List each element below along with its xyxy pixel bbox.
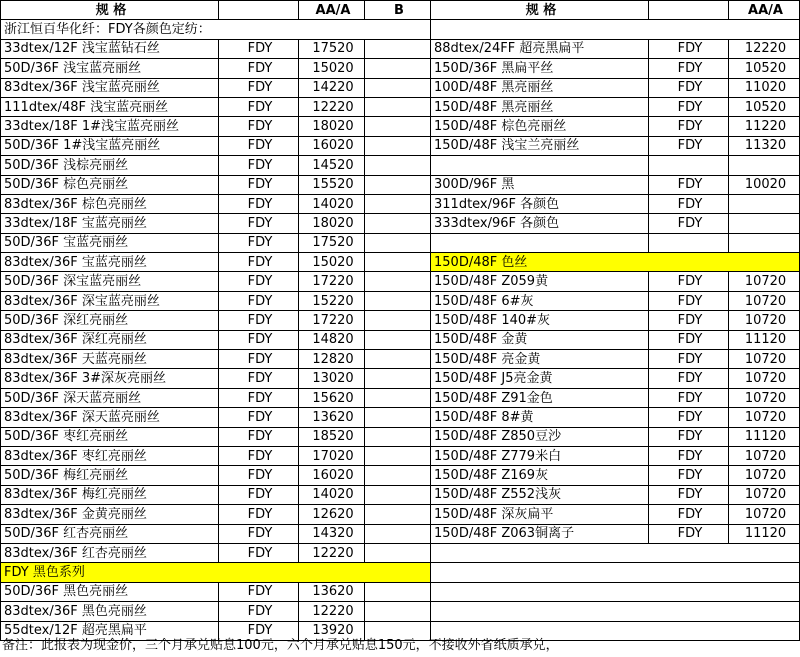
header-aa-2: AA/A (729, 1, 800, 20)
type-cell: FDY (649, 369, 729, 388)
table-row (1, 543, 800, 562)
blank-cell (431, 20, 800, 39)
type-cell: FDY (219, 543, 299, 562)
price-cell: 11120 (729, 524, 800, 543)
type-cell: FDY (219, 59, 299, 78)
price-cell: 14220 (299, 78, 365, 97)
type-cell: FDY (219, 505, 299, 524)
table-row (1, 194, 800, 213)
type-cell: FDY (219, 350, 299, 369)
price-cell: 18020 (299, 117, 365, 136)
header-blank-2 (649, 1, 729, 20)
type-cell: FDY (219, 582, 299, 601)
price-cell: 12220 (299, 543, 365, 562)
type-cell: FDY (219, 253, 299, 272)
price-cell: 13020 (299, 369, 365, 388)
b-cell (365, 233, 431, 252)
type-cell: FDY (219, 291, 299, 310)
type-cell: FDY (649, 117, 729, 136)
b-cell (365, 97, 431, 116)
price-cell (729, 156, 800, 175)
spec-cell: 150D/48F 棕色亮丽丝 (431, 117, 649, 136)
price-cell: 10720 (729, 446, 800, 465)
price-cell: 17520 (299, 233, 365, 252)
price-cell: 10720 (729, 350, 800, 369)
spec-cell: 150D/48F 浅宝兰亮丽丝 (431, 136, 649, 155)
type-cell: FDY (649, 78, 729, 97)
spec-cell: 83dtex/36F 深红亮丽丝 (1, 330, 219, 349)
price-cell: 11120 (729, 330, 800, 349)
price-cell: 16020 (299, 136, 365, 155)
b-cell (365, 78, 431, 97)
price-cell: 18520 (299, 427, 365, 446)
right-color-title: 150D/48F 色丝 (431, 253, 800, 272)
table-row (1, 330, 800, 349)
spec-cell: 33dtex/18F 宝蓝亮丽丝 (1, 214, 219, 233)
b-cell (365, 466, 431, 485)
table-row (1, 369, 800, 388)
price-cell: 12620 (299, 505, 365, 524)
table-row (1, 272, 800, 291)
spec-cell: 50D/36F 梅红亮丽丝 (1, 466, 219, 485)
b-cell (365, 602, 431, 621)
type-cell: FDY (649, 175, 729, 194)
spec-cell: 83dtex/36F 黑色亮丽丝 (1, 602, 219, 621)
type-cell (649, 156, 729, 175)
type-cell (649, 233, 729, 252)
type-cell: FDY (219, 621, 299, 640)
spec-cell: 50D/36F 深红亮丽丝 (1, 311, 219, 330)
spec-cell: 150D/48F Z779米白 (431, 446, 649, 465)
header-b: B (365, 1, 431, 20)
table-row (1, 39, 800, 58)
type-cell: FDY (649, 272, 729, 291)
spec-cell: 50D/36F 黑色亮丽丝 (1, 582, 219, 601)
price-cell: 11020 (729, 78, 800, 97)
b-cell (365, 253, 431, 272)
price-cell: 10720 (729, 311, 800, 330)
price-cell: 11220 (729, 117, 800, 136)
blank-cell (431, 563, 800, 582)
b-cell (365, 136, 431, 155)
price-cell: 11120 (729, 427, 800, 446)
price-cell: 12820 (299, 350, 365, 369)
blank-cell (431, 582, 800, 601)
spec-cell: 83dtex/36F 天蓝亮丽丝 (1, 350, 219, 369)
price-cell: 15620 (299, 388, 365, 407)
type-cell: FDY (649, 291, 729, 310)
type-cell: FDY (219, 175, 299, 194)
spec-cell: 311dtex/96F 各颜色 (431, 194, 649, 213)
b-cell (365, 388, 431, 407)
type-cell: FDY (219, 272, 299, 291)
type-cell: FDY (219, 330, 299, 349)
spec-cell: 83dtex/36F 红杏亮丽丝 (1, 543, 219, 562)
price-cell: 11320 (729, 136, 800, 155)
spec-cell: 83dtex/36F 3#深灰亮丽丝 (1, 369, 219, 388)
spec-cell: 83dtex/36F 浅宝蓝亮丽丝 (1, 78, 219, 97)
spec-cell: 150D/48F Z059黄 (431, 272, 649, 291)
price-cell: 15020 (299, 253, 365, 272)
table-row (1, 20, 800, 39)
b-cell (365, 369, 431, 388)
b-cell (365, 117, 431, 136)
type-cell: FDY (219, 524, 299, 543)
type-cell: FDY (649, 408, 729, 427)
spec-cell: 300D/96F 黑 (431, 175, 649, 194)
price-cell: 10720 (729, 466, 800, 485)
spec-cell: 111dtex/48F 浅宝蓝亮丽丝 (1, 97, 219, 116)
spec-cell: 333dtex/96F 各颜色 (431, 214, 649, 233)
b-cell (365, 175, 431, 194)
price-cell: 16020 (299, 466, 365, 485)
price-cell: 14820 (299, 330, 365, 349)
type-cell: FDY (649, 39, 729, 58)
spec-cell: 150D/48F Z169灰 (431, 466, 649, 485)
table-row (1, 350, 800, 369)
table-row (1, 214, 800, 233)
type-cell: FDY (219, 388, 299, 407)
price-cell: 10020 (729, 175, 800, 194)
table-row (1, 388, 800, 407)
type-cell: FDY (649, 388, 729, 407)
spec-cell: 50D/36F 浅宝蓝亮丽丝 (1, 59, 219, 78)
spec-cell: 150D/48F J5亮金黄 (431, 369, 649, 388)
table-row (1, 466, 800, 485)
type-cell: FDY (649, 466, 729, 485)
type-cell: FDY (649, 311, 729, 330)
type-cell: FDY (649, 427, 729, 446)
spec-cell: 50D/36F 1#浅宝蓝亮丽丝 (1, 136, 219, 155)
price-cell: 12220 (729, 39, 800, 58)
price-cell: 10720 (729, 272, 800, 291)
price-cell: 12220 (299, 97, 365, 116)
spec-cell: 150D/48F Z850豆沙 (431, 427, 649, 446)
header-row (1, 1, 800, 20)
blank-cell (431, 602, 800, 621)
type-cell: FDY (219, 156, 299, 175)
type-cell: FDY (219, 194, 299, 213)
price-cell: 18020 (299, 214, 365, 233)
spec-cell: 50D/36F 深宝蓝亮丽丝 (1, 272, 219, 291)
table-row (1, 505, 800, 524)
left-section-title: 浙江恒百华化纤：FDY各颜色定纺： (1, 20, 431, 39)
type-cell: FDY (649, 350, 729, 369)
spec-cell: 33dtex/12F 浅宝蓝钻石丝 (1, 39, 219, 58)
table-row (1, 311, 800, 330)
b-cell (365, 350, 431, 369)
table-row (1, 291, 800, 310)
table-row (1, 524, 800, 543)
spec-cell: 150D/36F 黑扁平丝 (431, 59, 649, 78)
spec-cell: 83dtex/36F 宝蓝亮丽丝 (1, 253, 219, 272)
b-cell (365, 582, 431, 601)
price-cell: 14320 (299, 524, 365, 543)
type-cell: FDY (219, 408, 299, 427)
table-row (1, 78, 800, 97)
price-cell (729, 214, 800, 233)
type-cell: FDY (649, 59, 729, 78)
spec-cell: 150D/48F 金黄 (431, 330, 649, 349)
spec-cell: 150D/48F 8#黄 (431, 408, 649, 427)
spec-cell: 88dtex/24FF 超亮黑扁平 (431, 39, 649, 58)
b-cell (365, 156, 431, 175)
table-row (1, 59, 800, 78)
price-cell: 10520 (729, 97, 800, 116)
spec-cell: 83dtex/36F 深宝蓝亮丽丝 (1, 291, 219, 310)
table-row (1, 582, 800, 601)
b-cell (365, 485, 431, 504)
header-spec-2: 规 格 (431, 1, 649, 20)
header-blank (219, 1, 299, 20)
price-cell: 10720 (729, 291, 800, 310)
type-cell: FDY (649, 505, 729, 524)
type-cell: FDY (649, 214, 729, 233)
type-cell: FDY (219, 602, 299, 621)
price-cell (729, 194, 800, 213)
price-cell: 14020 (299, 194, 365, 213)
b-cell (365, 194, 431, 213)
price-cell: 17020 (299, 446, 365, 465)
spec-cell (431, 233, 649, 252)
spec-cell: 150D/48F Z91金色 (431, 388, 649, 407)
price-cell: 15020 (299, 59, 365, 78)
table-row (1, 446, 800, 465)
type-cell: FDY (649, 330, 729, 349)
blank-cell (431, 543, 800, 562)
spec-cell: 83dtex/36F 棕色亮丽丝 (1, 194, 219, 213)
spec-cell: 50D/36F 红杏亮丽丝 (1, 524, 219, 543)
price-cell (729, 233, 800, 252)
price-cell: 17520 (299, 39, 365, 58)
spec-cell (431, 156, 649, 175)
spec-cell: 150D/48F 140#灰 (431, 311, 649, 330)
price-cell: 14520 (299, 156, 365, 175)
b-cell (365, 446, 431, 465)
table-row (1, 563, 800, 582)
type-cell: FDY (219, 369, 299, 388)
spec-cell: 150D/48F 深灰扁平 (431, 505, 649, 524)
spec-cell: 50D/36F 枣红亮丽丝 (1, 427, 219, 446)
price-cell: 13920 (299, 621, 365, 640)
spec-cell: 150D/48F 亮金黄 (431, 350, 649, 369)
footer-note: 备注：此报表为现金价，三个月承兑贴息100元，六个月承兑贴息150元，不接收外省纸质承兑， (2, 638, 559, 653)
b-cell (365, 39, 431, 58)
spec-cell: 150D/48F Z063铜离子 (431, 524, 649, 543)
type-cell: FDY (219, 117, 299, 136)
table-row (1, 602, 800, 621)
b-cell (365, 291, 431, 310)
price-cell: 13620 (299, 408, 365, 427)
spec-cell: 100D/48F 黑亮丽丝 (431, 78, 649, 97)
type-cell: FDY (649, 485, 729, 504)
spec-cell: 150D/48F 6#灰 (431, 291, 649, 310)
price-cell: 10720 (729, 388, 800, 407)
b-cell (365, 505, 431, 524)
price-cell: 10720 (729, 485, 800, 504)
type-cell: FDY (219, 485, 299, 504)
price-cell: 12220 (299, 602, 365, 621)
spec-cell: 83dtex/36F 梅红亮丽丝 (1, 485, 219, 504)
spec-cell: 55dtex/12F 超亮黑扁平 (1, 621, 219, 640)
price-cell: 15520 (299, 175, 365, 194)
b-cell (365, 59, 431, 78)
type-cell: FDY (219, 97, 299, 116)
b-cell (365, 214, 431, 233)
price-cell: 10520 (729, 59, 800, 78)
b-cell (365, 427, 431, 446)
type-cell: FDY (649, 446, 729, 465)
spec-cell: 83dtex/36F 金黄亮丽丝 (1, 505, 219, 524)
price-cell: 14020 (299, 485, 365, 504)
type-cell: FDY (649, 97, 729, 116)
table-row (1, 233, 800, 252)
price-cell: 17220 (299, 311, 365, 330)
type-cell: FDY (219, 233, 299, 252)
type-cell: FDY (219, 427, 299, 446)
type-cell: FDY (219, 136, 299, 155)
spec-cell: 50D/36F 浅棕亮丽丝 (1, 156, 219, 175)
left-black-title: FDY 黑色系列 (1, 563, 431, 582)
b-cell (365, 311, 431, 330)
table-row (1, 253, 800, 272)
type-cell: FDY (219, 78, 299, 97)
type-cell: FDY (219, 446, 299, 465)
table-row (1, 97, 800, 116)
type-cell: FDY (649, 524, 729, 543)
price-cell: 10720 (729, 369, 800, 388)
table-row (1, 175, 800, 194)
table-row (1, 136, 800, 155)
spec-cell: 150D/48F Z552浅灰 (431, 485, 649, 504)
spec-cell: 83dtex/36F 枣红亮丽丝 (1, 446, 219, 465)
type-cell: FDY (219, 39, 299, 58)
type-cell: FDY (219, 466, 299, 485)
table-row (1, 485, 800, 504)
type-cell: FDY (649, 136, 729, 155)
spec-cell: 50D/36F 宝蓝亮丽丝 (1, 233, 219, 252)
header-spec: 规 格 (1, 1, 219, 20)
spec-cell: 150D/48F 黑亮丽丝 (431, 97, 649, 116)
spec-cell: 33dtex/18F 1#浅宝蓝亮丽丝 (1, 117, 219, 136)
price-cell: 10720 (729, 505, 800, 524)
price-cell: 10720 (729, 408, 800, 427)
table-row (1, 408, 800, 427)
b-cell (365, 524, 431, 543)
b-cell (365, 408, 431, 427)
spec-cell: 50D/36F 棕色亮丽丝 (1, 175, 219, 194)
type-cell: FDY (219, 214, 299, 233)
type-cell: FDY (649, 194, 729, 213)
table-row (1, 427, 800, 446)
header-aa: AA/A (299, 1, 365, 20)
type-cell: FDY (219, 311, 299, 330)
price-cell: 13620 (299, 582, 365, 601)
price-cell: 15220 (299, 291, 365, 310)
table-row (1, 117, 800, 136)
b-cell (365, 330, 431, 349)
price-cell: 17220 (299, 272, 365, 291)
spec-cell: 83dtex/36F 深天蓝亮丽丝 (1, 408, 219, 427)
table-row (1, 156, 800, 175)
b-cell (365, 543, 431, 562)
spec-cell: 50D/36F 深天蓝亮丽丝 (1, 388, 219, 407)
b-cell (365, 272, 431, 291)
